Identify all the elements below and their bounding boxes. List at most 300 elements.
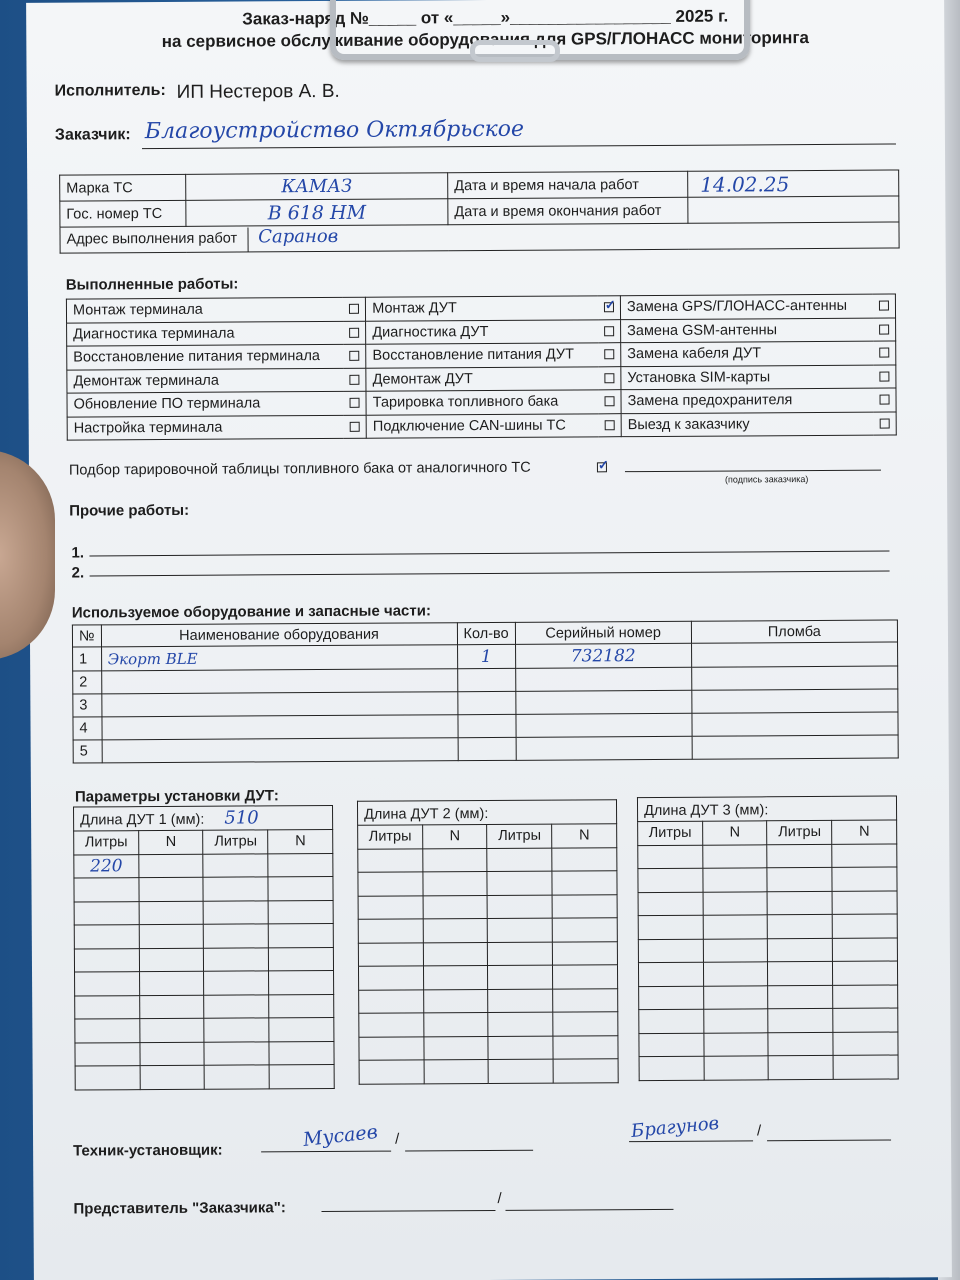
brand-label: Марка ТС bbox=[60, 174, 186, 201]
start-time-label: Дата и время начала работ bbox=[448, 171, 688, 198]
dut-cell bbox=[269, 947, 334, 971]
table-row bbox=[75, 1017, 334, 1042]
dut-cell bbox=[769, 1055, 834, 1079]
work-item-checkbox[interactable] bbox=[880, 418, 890, 428]
dut-cell bbox=[424, 989, 489, 1013]
dut-cell bbox=[269, 1064, 334, 1088]
work-item-checkbox[interactable] bbox=[604, 397, 614, 407]
dut-cell bbox=[767, 844, 832, 868]
dut-cell bbox=[424, 1036, 489, 1060]
work-item-checkbox-cell bbox=[344, 415, 367, 439]
table-row bbox=[638, 844, 897, 869]
equipment-row-serial bbox=[515, 690, 691, 714]
start-time-value: 14.02.25 bbox=[688, 170, 899, 197]
dut-cell bbox=[203, 853, 268, 877]
work-item-checkbox[interactable] bbox=[349, 304, 359, 314]
dut-cell bbox=[204, 971, 269, 995]
dut-length-cell bbox=[637, 796, 896, 822]
dut-cell bbox=[704, 1009, 769, 1033]
work-item-checkbox-cell bbox=[598, 390, 621, 414]
work-item-label: Настройка терминала bbox=[67, 415, 344, 440]
technician-slash1: / bbox=[394, 1130, 400, 1148]
dut-length-label: Длина ДУТ 3 (мм): bbox=[643, 802, 769, 820]
work-item-checkbox[interactable] bbox=[879, 395, 889, 405]
dut-cell bbox=[203, 877, 268, 901]
dut-cell bbox=[74, 854, 139, 878]
work-item-label: Демонтаж терминала bbox=[67, 368, 344, 393]
dut-cell bbox=[833, 1032, 898, 1056]
equipment-row-name bbox=[101, 692, 457, 717]
equipment-row-qty bbox=[458, 737, 516, 760]
dut-cell bbox=[488, 895, 553, 919]
dut-cell bbox=[639, 1033, 704, 1057]
table-row bbox=[638, 867, 897, 892]
equipment-row-name: Экорт BLE bbox=[101, 645, 457, 671]
dut-cell bbox=[269, 994, 334, 1018]
dut-cell bbox=[638, 962, 703, 986]
dut-cell bbox=[139, 924, 204, 948]
work-item-label: Тарировка топливного бака bbox=[366, 390, 598, 415]
work-item-checkbox[interactable] bbox=[349, 351, 359, 361]
dut-cell bbox=[552, 894, 617, 918]
dut-column-header: Литры bbox=[74, 831, 139, 855]
dut-cell bbox=[552, 847, 617, 871]
plate-label: Гос. номер ТС bbox=[60, 200, 186, 227]
work-item-label: Подключение CAN-шины ТС bbox=[366, 413, 598, 438]
work-item-checkbox-cell bbox=[598, 319, 621, 343]
equipment-row-number: 4 bbox=[73, 717, 102, 740]
work-item-checkbox-cell bbox=[343, 368, 366, 392]
work-item-label: Выезд к заказчику bbox=[621, 412, 873, 437]
dut-table-1 bbox=[73, 805, 335, 1090]
table-row bbox=[638, 891, 897, 916]
work-item-checkbox[interactable] bbox=[350, 422, 360, 432]
equipment-row-number: 5 bbox=[73, 740, 102, 763]
work-item-label: Восстановление питания терминала bbox=[67, 344, 344, 369]
dut-cell bbox=[553, 941, 618, 965]
dut-cell bbox=[832, 867, 897, 891]
works-row bbox=[67, 412, 896, 441]
address-row bbox=[60, 222, 899, 253]
technician-sign-line2 bbox=[405, 1150, 533, 1152]
dut-cell bbox=[832, 844, 897, 868]
equipment-row-serial bbox=[515, 667, 691, 691]
technician-label: Техник-установщик: bbox=[73, 1141, 223, 1160]
dut-cell bbox=[359, 989, 424, 1013]
dut-cell bbox=[487, 871, 552, 895]
work-item-label: Замена кабеля ДУТ bbox=[621, 341, 873, 366]
work-item-checkbox[interactable] bbox=[879, 324, 889, 334]
vehicle-info-table bbox=[59, 169, 899, 253]
dut-cell bbox=[833, 1008, 898, 1032]
dut-column-header: N bbox=[268, 829, 333, 853]
dut-cell bbox=[423, 966, 488, 990]
equipment-row-name bbox=[101, 669, 457, 694]
work-item-checkbox[interactable] bbox=[604, 350, 614, 360]
dut-cell bbox=[833, 914, 898, 938]
dut-cell bbox=[358, 895, 423, 919]
clipboard-clip-loop bbox=[470, 40, 560, 62]
dut-cell bbox=[703, 891, 768, 915]
work-item-checkbox[interactable] bbox=[604, 326, 614, 336]
equipment-row-qty: 1 bbox=[457, 644, 515, 668]
equipment-row-serial bbox=[516, 736, 692, 760]
dut-length-label: Длина ДУТ 2 (мм): bbox=[364, 806, 489, 823]
dut-params-title: Параметры установки ДУТ: bbox=[74, 787, 279, 806]
work-item-label: Обновление ПО терминала bbox=[67, 391, 344, 416]
customer-underline bbox=[142, 144, 896, 150]
representative-sign-line1 bbox=[321, 1210, 495, 1212]
table-row bbox=[75, 1041, 334, 1066]
dut-cell bbox=[268, 900, 333, 924]
customer-sign-line bbox=[625, 470, 881, 473]
dut-cell bbox=[75, 1042, 140, 1066]
dut-table-2 bbox=[357, 799, 619, 1084]
dut-cell bbox=[423, 919, 488, 943]
dut-cell bbox=[140, 1018, 205, 1042]
work-item-checkbox-cell bbox=[343, 391, 366, 415]
work-item-label: Диагностика терминала bbox=[67, 321, 344, 346]
dut-cell bbox=[639, 1009, 704, 1033]
work-item-checkbox-cell bbox=[598, 413, 621, 437]
table-row bbox=[358, 918, 617, 943]
dut-cell bbox=[358, 848, 423, 872]
dut-cell bbox=[359, 1060, 424, 1084]
work-item-checkbox[interactable] bbox=[350, 398, 360, 408]
dut-cell bbox=[204, 947, 269, 971]
works-title: Выполненные работы: bbox=[65, 275, 239, 294]
dut-cell bbox=[703, 915, 768, 939]
dut-cell bbox=[553, 918, 618, 942]
dut-cell bbox=[703, 938, 768, 962]
dut-cell bbox=[268, 876, 333, 900]
dut-cell bbox=[140, 1042, 205, 1066]
work-item-label: Замена GSM-антенны bbox=[621, 318, 873, 343]
dut-cell bbox=[205, 1065, 270, 1089]
work-item-checkbox[interactable] bbox=[349, 328, 359, 338]
table-row bbox=[638, 938, 897, 963]
dut-cell bbox=[423, 895, 488, 919]
end-time-label: Дата и время окончания работ bbox=[448, 197, 688, 224]
dut-cell bbox=[269, 970, 334, 994]
representative-sign-line2 bbox=[505, 1209, 673, 1211]
dut-cell bbox=[704, 1056, 769, 1080]
dut-cell bbox=[703, 868, 768, 892]
work-item-label: Диагностика ДУТ bbox=[366, 319, 598, 344]
address-label: Адрес выполнения работ bbox=[66, 230, 238, 248]
dut-cell bbox=[703, 962, 768, 986]
work-item-checkbox-cell bbox=[343, 321, 366, 345]
dut-cell bbox=[74, 878, 139, 902]
dut-cell bbox=[269, 1017, 334, 1041]
dut-column-header: Литры bbox=[767, 820, 832, 844]
dut-cell bbox=[269, 923, 334, 947]
table-row bbox=[639, 1055, 898, 1080]
dut-table-3 bbox=[637, 796, 899, 1081]
work-item-checkbox[interactable] bbox=[349, 375, 359, 385]
work-item-label: Монтаж терминала bbox=[66, 297, 343, 322]
equipment-row-qty bbox=[457, 668, 515, 691]
dut-column-header: Литры bbox=[487, 824, 552, 848]
dut-cell bbox=[638, 915, 703, 939]
table-row bbox=[639, 985, 898, 1010]
dut-cell bbox=[768, 1032, 833, 1056]
dut-cell bbox=[833, 1055, 898, 1079]
dut-cell bbox=[638, 939, 703, 963]
table-row bbox=[74, 853, 333, 878]
dut-cell bbox=[489, 1059, 554, 1083]
technician-sign-line4 bbox=[767, 1140, 891, 1142]
address-value: Саранов bbox=[258, 226, 339, 248]
table-row bbox=[359, 1012, 618, 1037]
dut-cell bbox=[488, 918, 553, 942]
technician-signature2: Брагунов bbox=[630, 1112, 720, 1142]
equipment-row-seal bbox=[691, 666, 897, 690]
dut-cell bbox=[833, 961, 898, 985]
table-row bbox=[74, 923, 333, 948]
dut-cell bbox=[140, 1065, 205, 1089]
equipment-row-name bbox=[102, 715, 458, 740]
work-item-checkbox-cell bbox=[873, 318, 896, 342]
dut-cell bbox=[553, 1012, 618, 1036]
dut-cell bbox=[639, 986, 704, 1010]
dut-cell bbox=[639, 1056, 704, 1080]
dut-cell bbox=[638, 868, 703, 892]
dut-length-label: Длина ДУТ 1 (мм): bbox=[80, 811, 205, 829]
dut-cell bbox=[140, 995, 205, 1019]
dut-cell bbox=[358, 966, 423, 990]
technician-signature1: Мусаев bbox=[302, 1120, 379, 1151]
equipment-table bbox=[72, 620, 899, 764]
table-row bbox=[358, 894, 617, 919]
dut-cell bbox=[269, 1041, 334, 1065]
dut-cell bbox=[488, 989, 553, 1013]
dut-cell bbox=[75, 1019, 140, 1043]
work-item-checkbox-cell bbox=[598, 296, 621, 320]
work-item-label: Замена GPS/ГЛОНАСС-антенны bbox=[620, 294, 872, 319]
dut-length-cell bbox=[357, 800, 616, 826]
other-works-title: Прочие работы: bbox=[69, 501, 190, 520]
dut-column-header: Литры bbox=[638, 821, 703, 845]
dut-cell bbox=[704, 1032, 769, 1056]
dut-cell bbox=[204, 924, 269, 948]
technician-slash2: / bbox=[756, 1122, 762, 1140]
dut-cell bbox=[704, 985, 769, 1009]
work-item-checkbox[interactable] bbox=[604, 373, 614, 383]
equipment-header-qty: Кол-во bbox=[457, 622, 515, 644]
dut-cell bbox=[638, 845, 703, 869]
brand-value: КАМАЗ bbox=[186, 173, 448, 201]
table-row bbox=[73, 735, 898, 763]
table-row bbox=[358, 941, 617, 966]
representative-slash: / bbox=[497, 1189, 502, 1207]
dut-cell bbox=[268, 853, 333, 877]
dut-cell bbox=[553, 1059, 618, 1083]
equipment-header-number: № bbox=[72, 625, 101, 647]
equipment-title: Используемое оборудование и запасные части: bbox=[71, 602, 431, 622]
table-row bbox=[358, 847, 617, 872]
dut-column-header: N bbox=[703, 821, 768, 845]
dut-cell bbox=[204, 994, 269, 1018]
tariff-label: Подбор тарировочной таблицы топливного бака от аналогичного ТС bbox=[68, 459, 531, 479]
work-item-label: Восстановление питания ДУТ bbox=[366, 343, 598, 368]
dut-cell bbox=[139, 877, 204, 901]
other-works-line1 bbox=[89, 551, 889, 557]
dut-column-header: Литры bbox=[358, 825, 423, 849]
work-item-checkbox-cell bbox=[598, 343, 621, 367]
dut-cell bbox=[767, 867, 832, 891]
dut-length-value: 510 bbox=[224, 807, 259, 829]
dut-column-header: Литры bbox=[203, 830, 268, 854]
work-order-form bbox=[26, 0, 952, 1280]
equipment-row-number: 3 bbox=[73, 694, 102, 717]
table-row bbox=[74, 876, 333, 901]
dut-cell bbox=[553, 1035, 618, 1059]
customer-label: Заказчик: bbox=[54, 126, 131, 144]
dut-cell bbox=[74, 925, 139, 949]
other-works-line2 bbox=[90, 571, 890, 577]
work-item-checkbox-cell bbox=[343, 344, 366, 368]
dut-cell bbox=[423, 848, 488, 872]
equipment-row-seal bbox=[691, 642, 897, 667]
work-item-label: Установка SIM-карты bbox=[621, 365, 873, 390]
dut-cell bbox=[768, 938, 833, 962]
dut-cell bbox=[204, 1041, 269, 1065]
equipment-header-seal: Пломба bbox=[691, 620, 897, 643]
table-row bbox=[638, 914, 897, 939]
equipment-header-name: Наименование оборудования bbox=[101, 623, 457, 647]
work-item-checkbox-cell bbox=[873, 341, 896, 365]
technician-sign-line1 bbox=[261, 1151, 391, 1153]
dut-cell bbox=[552, 871, 617, 895]
work-item-checkbox[interactable] bbox=[879, 301, 889, 311]
equipment-row-seal bbox=[692, 735, 898, 759]
dut-cell bbox=[768, 961, 833, 985]
dut-cell bbox=[768, 1008, 833, 1032]
dut-length-cell bbox=[74, 805, 333, 831]
dut-column-header: N bbox=[423, 825, 488, 849]
dut-cell bbox=[139, 948, 204, 972]
work-item-checkbox-cell bbox=[873, 412, 896, 436]
dut-cell bbox=[423, 942, 488, 966]
dut-cell bbox=[553, 965, 618, 989]
equipment-row-qty bbox=[458, 714, 516, 737]
work-item-checkbox-cell bbox=[873, 388, 896, 412]
work-item-checkbox[interactable] bbox=[604, 303, 614, 313]
dut-cell bbox=[833, 938, 898, 962]
dut-cell bbox=[768, 985, 833, 1009]
tariff-checkbox[interactable] bbox=[597, 462, 607, 472]
dut-cell bbox=[833, 985, 898, 1009]
representative-label: Представитель "Заказчика": bbox=[73, 1199, 286, 1218]
dut-cell bbox=[638, 892, 703, 916]
dut-cell bbox=[488, 965, 553, 989]
equipment-header-serial: Серийный номер bbox=[515, 621, 691, 644]
work-item-checkbox-cell bbox=[873, 365, 896, 389]
equipment-row-qty bbox=[457, 691, 515, 714]
dut-cell bbox=[139, 971, 204, 995]
dut-cell bbox=[358, 919, 423, 943]
executor-value: ИП Нестеров А. В. bbox=[176, 80, 340, 103]
executor-label: Исполнитель: bbox=[54, 81, 166, 100]
dut-cell bbox=[703, 844, 768, 868]
form-title-line2: на сервисное обслуживание оборудования для GPS/ГЛОНАСС мониторинга bbox=[161, 28, 810, 51]
table-row bbox=[358, 871, 617, 896]
dut-first-litres: 220 bbox=[90, 855, 123, 877]
dut-cell bbox=[204, 900, 269, 924]
equipment-row-number: 2 bbox=[73, 671, 102, 694]
plate-value: В 618 НМ bbox=[186, 199, 448, 227]
dut-cell bbox=[553, 988, 618, 1012]
technician-sign-line3 bbox=[629, 1140, 753, 1142]
work-item-checkbox-cell bbox=[873, 294, 896, 318]
table-row bbox=[358, 965, 617, 990]
dut-cell bbox=[424, 1060, 489, 1084]
dut-cell bbox=[359, 1036, 424, 1060]
customer-value: Благоустройство Октябрьское bbox=[144, 116, 525, 145]
dut-cell bbox=[204, 1018, 269, 1042]
equipment-row-name bbox=[102, 738, 458, 763]
work-item-checkbox[interactable] bbox=[879, 371, 889, 381]
dut-cell bbox=[359, 1013, 424, 1037]
dut-cell bbox=[832, 891, 897, 915]
work-item-label: Замена предохранителя bbox=[621, 388, 873, 413]
table-row bbox=[638, 961, 897, 986]
dut-cell bbox=[768, 914, 833, 938]
equipment-row-number: 1 bbox=[73, 647, 102, 671]
table-row bbox=[359, 1059, 618, 1084]
work-item-checkbox[interactable] bbox=[879, 348, 889, 358]
dut-cell bbox=[487, 848, 552, 872]
dut-cell bbox=[139, 901, 204, 925]
table-row bbox=[75, 970, 334, 995]
table-row bbox=[359, 1035, 618, 1060]
equipment-row-serial bbox=[516, 713, 692, 737]
table-row bbox=[75, 994, 334, 1019]
work-item-checkbox-cell bbox=[343, 297, 366, 321]
dut-cell bbox=[358, 942, 423, 966]
table-row bbox=[74, 947, 333, 972]
work-item-checkbox[interactable] bbox=[605, 420, 615, 430]
customer-sign-caption: (подпись заказчика) bbox=[724, 474, 809, 485]
dut-cell bbox=[139, 854, 204, 878]
form-title-line1: Заказ-наряд №_____ от «_____»_________________ 2025 г. bbox=[242, 6, 729, 29]
work-item-label: Демонтаж ДУТ bbox=[366, 366, 598, 391]
dut-cell bbox=[768, 891, 833, 915]
dut-column-header: N bbox=[139, 830, 204, 854]
equipment-row-seal bbox=[691, 689, 897, 713]
dut-cell bbox=[358, 872, 423, 896]
other-works-line2-number: 2. bbox=[71, 564, 85, 582]
dut-cell bbox=[75, 995, 140, 1019]
end-time-value bbox=[688, 196, 899, 223]
table-row bbox=[639, 1008, 898, 1033]
table-row bbox=[74, 900, 333, 925]
equipment-row-serial: 732182 bbox=[515, 643, 691, 668]
work-item-label: Монтаж ДУТ bbox=[366, 296, 598, 321]
dut-cell bbox=[488, 942, 553, 966]
table-row bbox=[639, 1032, 898, 1057]
dut-column-header: N bbox=[552, 824, 617, 848]
table-row bbox=[75, 1064, 334, 1089]
works-table bbox=[66, 294, 897, 441]
equipment-row-seal bbox=[692, 712, 898, 736]
dut-cell bbox=[74, 901, 139, 925]
dut-cell bbox=[75, 1066, 140, 1090]
dut-cell bbox=[75, 972, 140, 996]
dut-cell bbox=[488, 1012, 553, 1036]
dut-cell bbox=[423, 872, 488, 896]
